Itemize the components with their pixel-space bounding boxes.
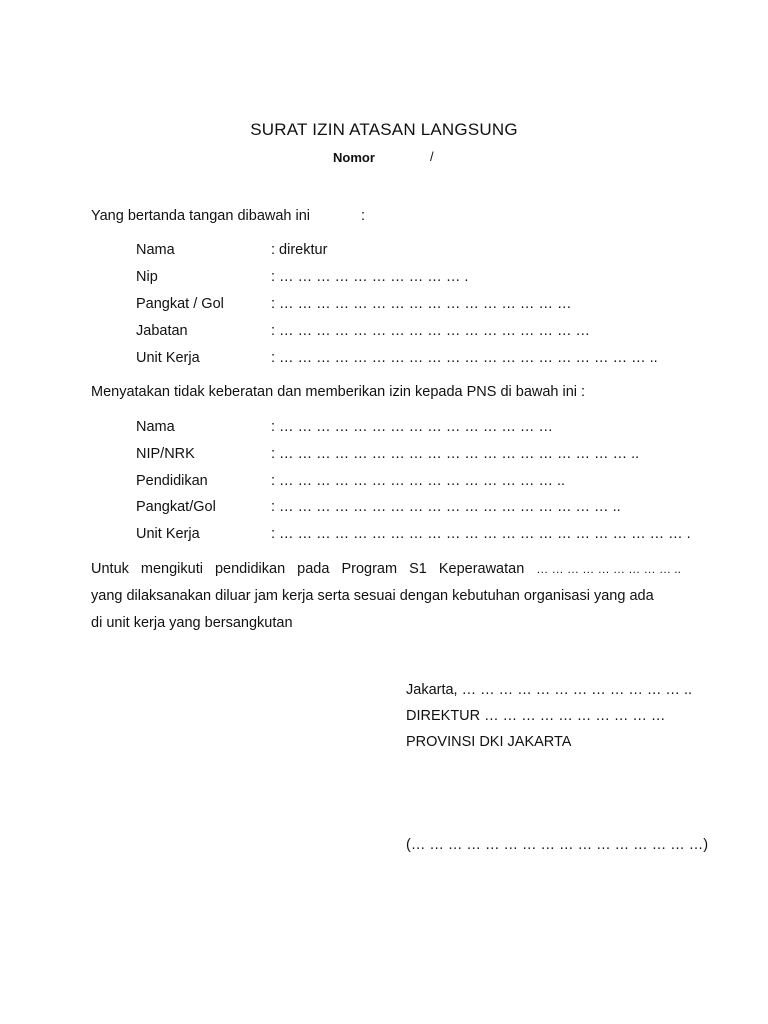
- signature-position: DIREKTUR … … … … … … … … … …: [406, 708, 666, 724]
- purpose-line-3: di unit kerja yang bersangkutan: [91, 615, 293, 631]
- intro-colon: :: [361, 208, 366, 224]
- employee-value-unit-kerja: : … … … … … … … … … … … … … … … … … … … … … … .: [271, 526, 691, 542]
- purpose-word: pada: [297, 561, 330, 577]
- employee-label-pangkat-gol: Pangkat/Gol: [136, 499, 216, 515]
- signature-province: PROVINSI DKI JAKARTA: [406, 734, 572, 750]
- employee-value-nip-nrk: : … … … … … … … … … … … … … … … … … … … ..: [271, 446, 640, 462]
- signer-value-pangkat: : … … … … … … … … … … … … … … … …: [271, 296, 572, 312]
- signer-label-pangkat: Pangkat / Gol: [136, 296, 224, 312]
- signer-value-unit-kerja: : … … … … … … … … … … … … … … … … … … … … ..: [271, 350, 658, 366]
- statement-text: Menyatakan tidak keberatan dan memberikan izin kepada PNS di bawah ini :: [91, 384, 586, 400]
- purpose-word: Untuk: [91, 561, 129, 577]
- employee-label-pendidikan: Pendidikan: [136, 473, 208, 489]
- employee-value-pangkat-gol: : … … … … … … … … … … … … … … … … … … ..: [271, 499, 621, 515]
- purpose-word: mengikuti: [140, 561, 203, 577]
- purpose-paragraph: [91, 556, 681, 637]
- employee-label-unit-kerja: Unit Kerja: [136, 526, 200, 542]
- employee-value-nama: : … … … … … … … … … … … … … … …: [271, 419, 553, 435]
- purpose-word: Program: [341, 561, 398, 577]
- signature-name-line: (… … … … … … … … … … … … … … … …): [406, 837, 709, 853]
- signer-value-jabatan: : … … … … … … … … … … … … … … … … …: [271, 323, 591, 339]
- employee-label-nama: Nama: [136, 419, 175, 435]
- signer-value-nama: : direktur: [271, 242, 328, 258]
- purpose-line-2: yang dilaksanakan diluar jam kerja serta sesuai dengan kebutuhan organisasi yang ada: [91, 588, 654, 604]
- employee-value-pendidikan: : … … … … … … … … … … … … … … … ..: [271, 473, 566, 489]
- signer-label-unit-kerja: Unit Kerja: [136, 350, 200, 366]
- purpose-line-1: [91, 556, 681, 583]
- purpose-word: pendidikan: [214, 561, 286, 577]
- document-title: SURAT IZIN ATASAN LANGSUNG: [250, 120, 518, 139]
- employee-label-nip-nrk: NIP/NRK: [136, 446, 195, 462]
- purpose-word: Keperawatan: [438, 561, 525, 577]
- purpose-dots: … … … … … … … … … ..: [536, 562, 681, 576]
- nomor-slash: /: [430, 149, 434, 164]
- intro-text: Yang bertanda tangan dibawah ini: [91, 208, 311, 224]
- nomor-label: Nomor: [333, 150, 375, 165]
- signer-value-nip: : … … … … … … … … … … .: [271, 269, 469, 285]
- signer-label-jabatan: Jabatan: [136, 323, 188, 339]
- purpose-word: S1: [409, 561, 427, 577]
- signer-label-nama: Nama: [136, 242, 175, 258]
- signer-label-nip: Nip: [136, 269, 158, 285]
- signature-place-date: Jakarta, … … … … … … … … … … … … ..: [406, 682, 693, 698]
